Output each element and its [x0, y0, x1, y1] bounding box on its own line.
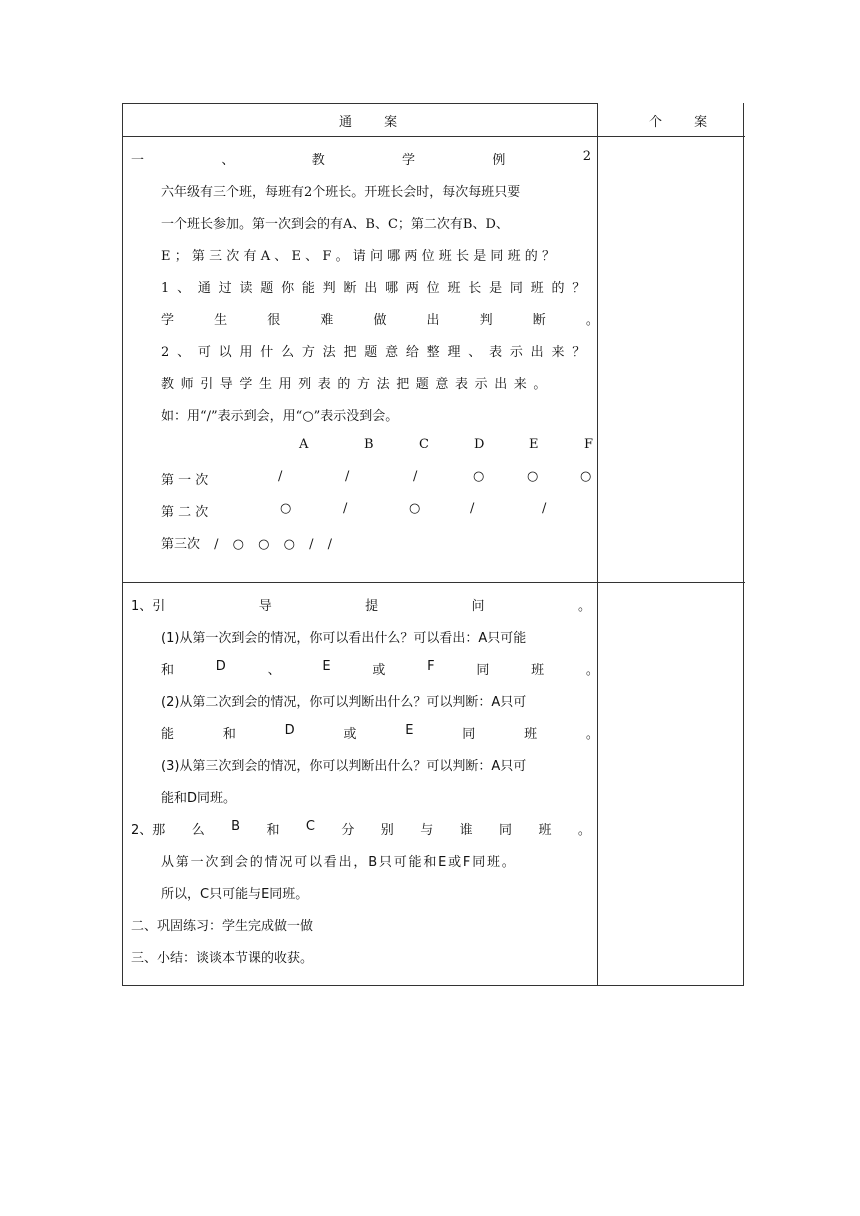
guide-line-7: 从第一次到会的情况可以看出，B只可能和E或F同班。	[161, 855, 517, 870]
guide-question-2: 2、那 么 B 和 C 分 别 与 谁 同 班 。	[131, 819, 591, 838]
answer-2: 教师引导学生用列表的方法把题意表示出来。	[161, 377, 554, 392]
notation-note: 如：用“/”表示到会，用“○”表示没到会。	[161, 409, 399, 424]
guide-line-2: 和 D 、 E 或 F 同 班 。	[161, 659, 599, 678]
guide-line-5: (3)从第三次到会的情况，你可以判断出什么？可以判断：A只可	[161, 759, 527, 774]
question-2: 2、可以用什么方法把题意给整理、表示出来？	[161, 345, 594, 360]
table-row-3: 第三次 / ○ ○ ○ / /	[161, 537, 332, 552]
guide-line-6: 能和D同班。	[161, 791, 237, 806]
header-divider	[123, 136, 745, 137]
guide-heading: 1、引 导 提 问 。	[131, 599, 591, 614]
table-top-border	[123, 103, 597, 104]
guide-line-1: (1)从第一次到会的情况，你可以看出什么？可以看出：A只可能	[161, 631, 527, 646]
problem-line-1: 六年级有三个班，每班有2个班长。开班长会时，每次每班只要	[161, 185, 521, 200]
guide-line-4: 能 和 D 或 E 同 班 。	[161, 723, 599, 742]
problem-line-2: 一个班长参加。第一次到会的有A、B、C；第二次有B、D、	[161, 217, 509, 232]
section-divider	[123, 582, 745, 583]
table-header-row: A B C D E F	[299, 437, 594, 452]
question-1: 1、通过读题你能判断出哪两位班长是同班的？	[161, 281, 594, 296]
guide-line-3: (2)从第二次到会的情况，你可以判断出什么？可以判断：A只可	[161, 695, 527, 710]
lesson-table	[122, 103, 744, 986]
practice-section: 二、巩固练习：学生完成做一做	[131, 919, 314, 934]
example-title: 一 、 教 学 例 2	[131, 149, 591, 168]
answer-1: 学 生 很 难 做 出 判 断 。	[161, 313, 599, 328]
header-tongan: 通 案	[339, 115, 412, 130]
problem-line-3: E；第三次有A、E、F。请问哪两位班长是同班的？	[161, 249, 560, 264]
summary-section: 三、小结：谈谈本节课的收获。	[131, 951, 314, 966]
table-row-1: 第 一 次 / / / ○ ○ ○	[161, 469, 592, 488]
header-gean: 个 案	[649, 115, 722, 130]
guide-line-8: 所以，C只可能与E同班。	[161, 887, 309, 902]
table-row-2: 第 二 次 ○ / ○ / /	[161, 501, 547, 520]
